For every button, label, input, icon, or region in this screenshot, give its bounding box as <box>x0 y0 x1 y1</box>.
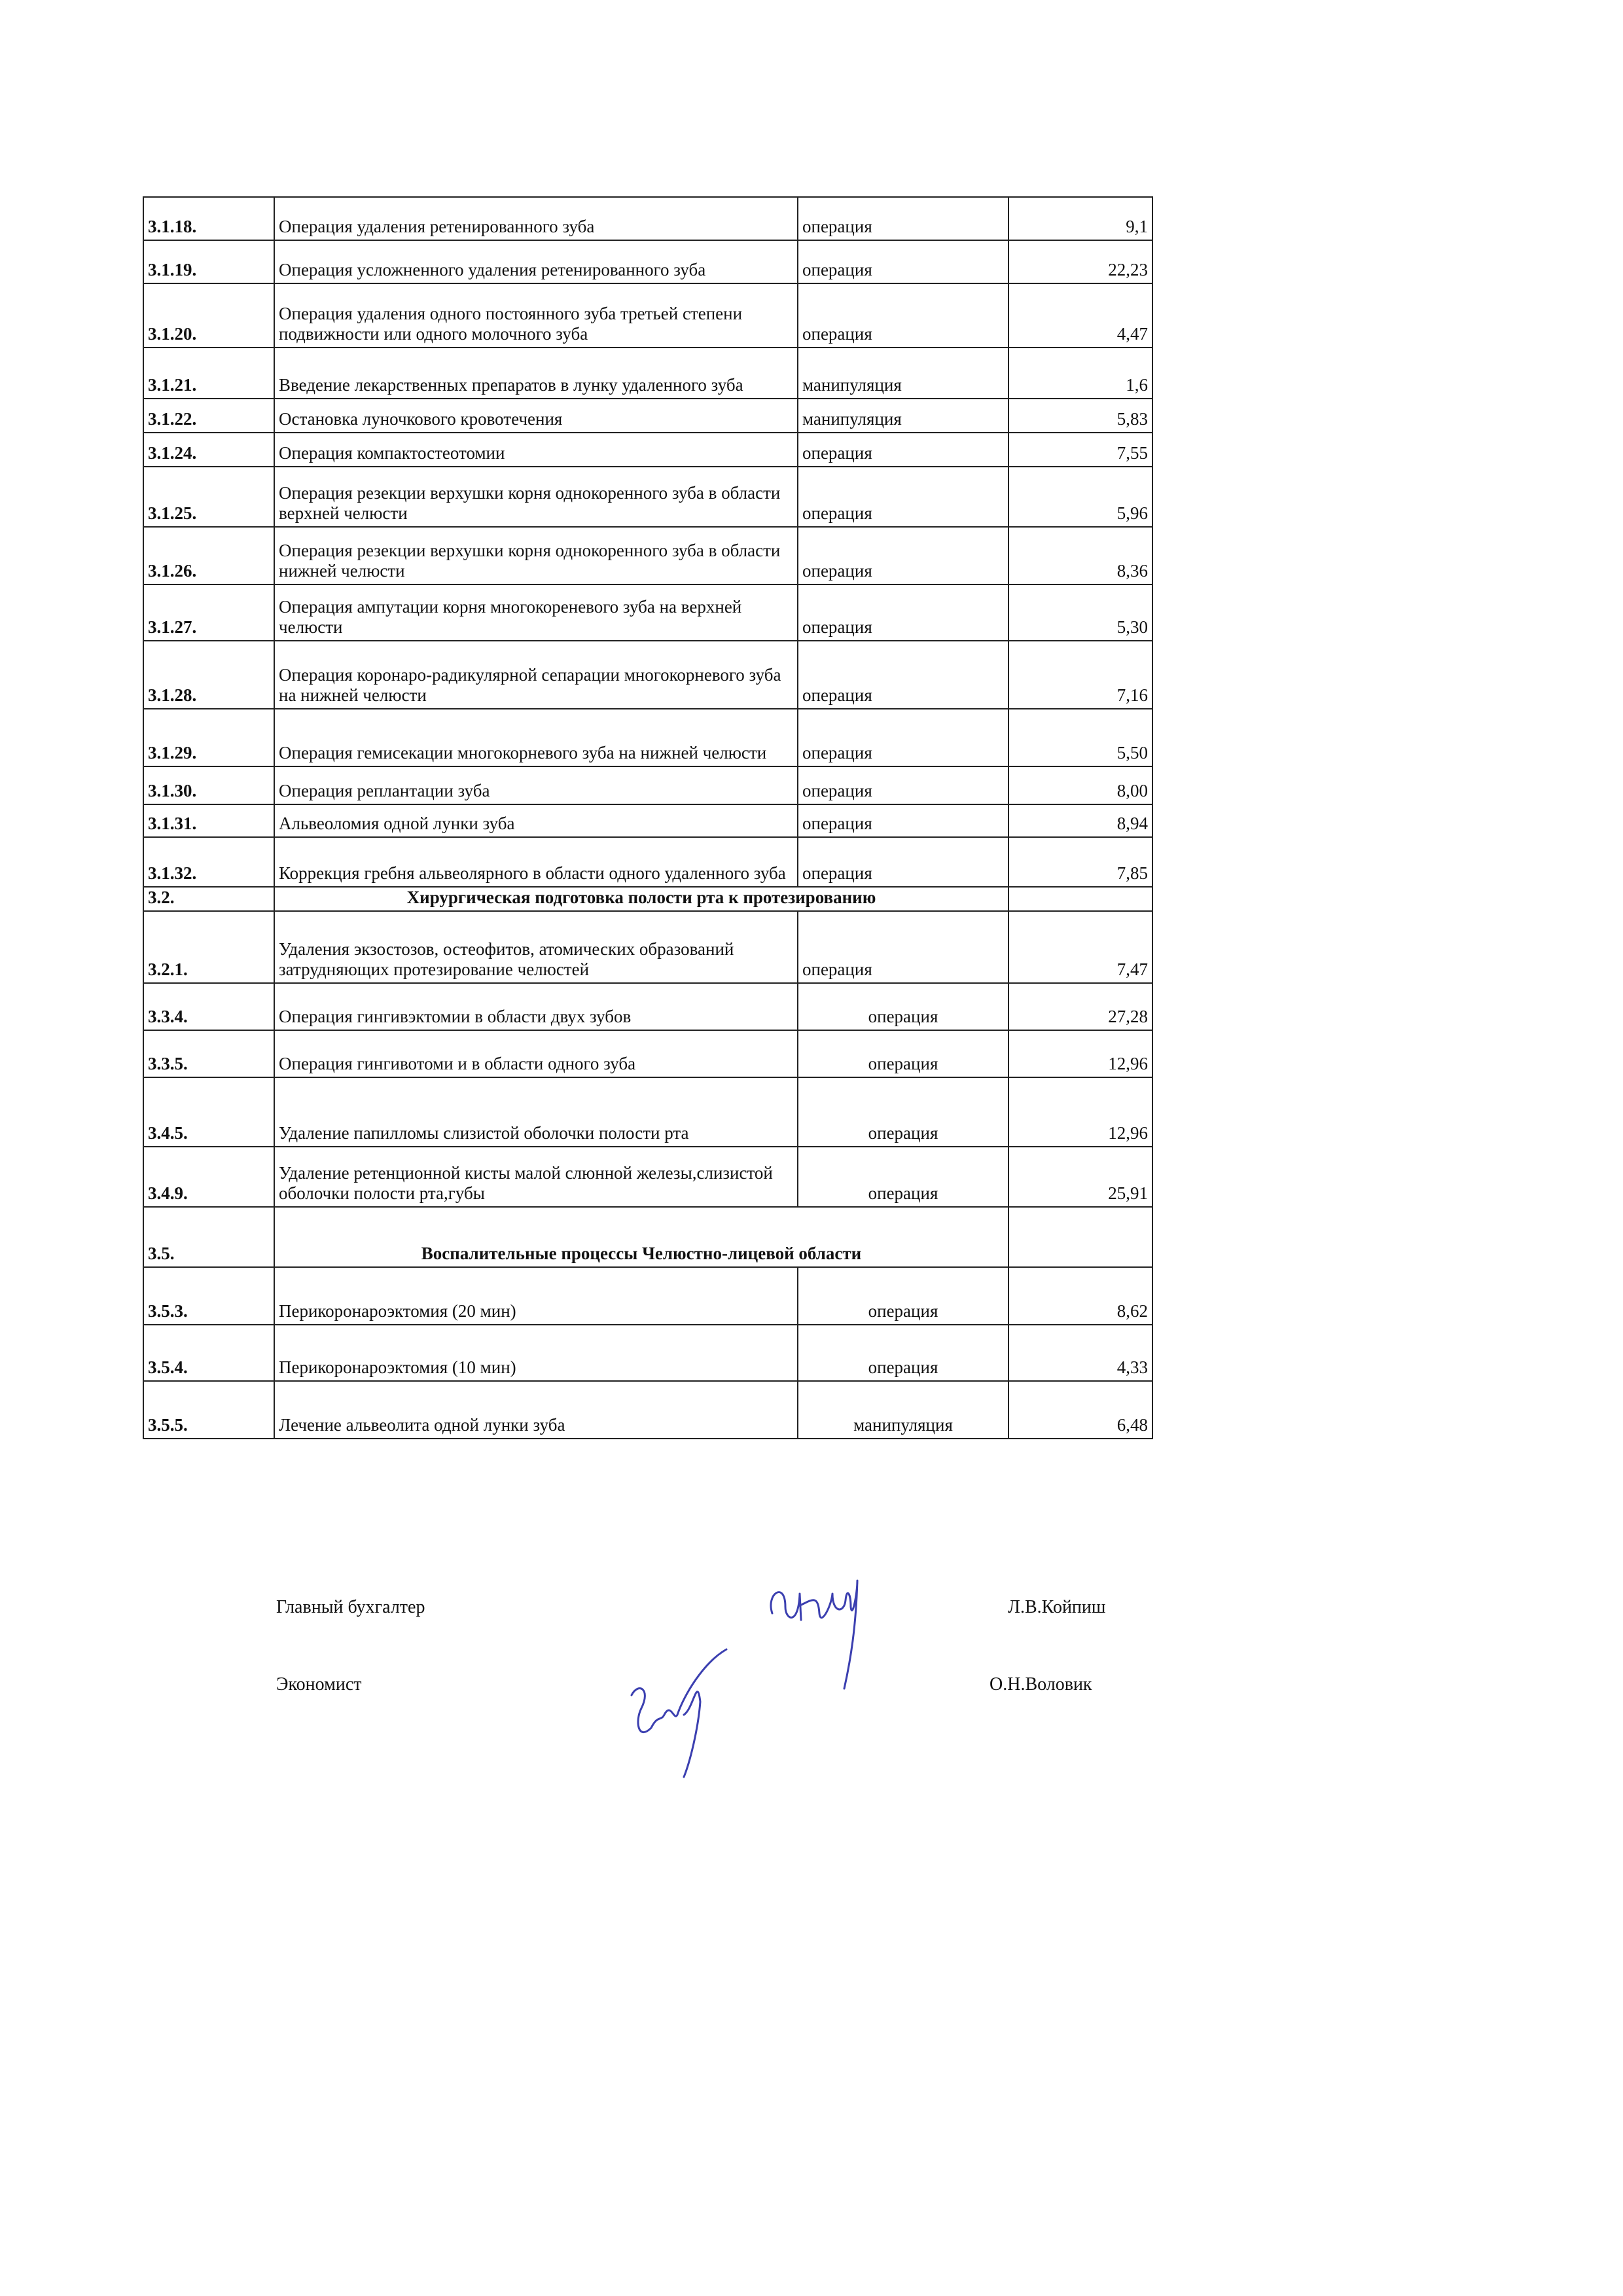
table-row <box>143 766 1152 804</box>
row-unit: операция <box>798 240 1008 283</box>
table-row <box>143 837 1152 887</box>
row-value: 9,1 <box>1008 197 1152 240</box>
row-value: 5,50 <box>1008 709 1152 766</box>
table-row <box>143 283 1152 348</box>
table-row <box>143 709 1152 766</box>
row-code: 3.2.1. <box>143 911 274 983</box>
row-unit: операция <box>798 433 1008 467</box>
row-code: 3.5. <box>143 1207 274 1267</box>
row-unit: операция <box>798 1267 1008 1325</box>
row-code: 3.1.30. <box>143 766 274 804</box>
row-name: Операция удаления одного постоянного зуба третьей степени подвижности или одного молочного зуба <box>274 283 798 348</box>
row-code: 3.5.4. <box>143 1325 274 1381</box>
row-code: 3.1.31. <box>143 804 274 837</box>
row-code: 3.1.19. <box>143 240 274 283</box>
row-value: 7,85 <box>1008 837 1152 887</box>
row-code: 3.2. <box>143 887 274 911</box>
row-unit: манипуляция <box>798 348 1008 399</box>
table-row <box>143 399 1152 433</box>
row-unit: операция <box>798 197 1008 240</box>
row-code: 3.1.22. <box>143 399 274 433</box>
row-name: Операция коронаро-радикулярной сепарации многокорневого зуба на нижней челюсти <box>274 641 798 709</box>
row-unit: операция <box>798 911 1008 983</box>
row-unit: операция <box>798 641 1008 709</box>
table-row <box>143 1030 1152 1077</box>
table-row <box>143 1077 1152 1147</box>
row-unit: манипуляция <box>798 399 1008 433</box>
row-code: 3.1.24. <box>143 433 274 467</box>
row-name: Операция гингивэктомии в области двух зубов <box>274 983 798 1030</box>
row-value: 12,96 <box>1008 1030 1152 1077</box>
price-table <box>143 196 1153 1439</box>
table-row <box>143 197 1152 240</box>
row-name: Операция ампутации корня многокореневого зуба на верхней челюсти <box>274 584 798 641</box>
row-code: 3.1.25. <box>143 467 274 527</box>
row-unit: операция <box>798 584 1008 641</box>
row-name: Остановка луночкового кровотечения <box>274 399 798 433</box>
table-row <box>143 467 1152 527</box>
row-value: 6,48 <box>1008 1381 1152 1439</box>
table-row <box>143 240 1152 283</box>
row-value: 5,30 <box>1008 584 1152 641</box>
row-value: 8,62 <box>1008 1267 1152 1325</box>
row-value: 7,16 <box>1008 641 1152 709</box>
row-unit: операция <box>798 837 1008 887</box>
row-name: Лечение альвеолита одной лунки зуба <box>274 1381 798 1439</box>
row-value: 1,6 <box>1008 348 1152 399</box>
section-row <box>143 887 1152 911</box>
row-unit: операция <box>798 527 1008 584</box>
price-table-body <box>143 197 1152 1439</box>
row-value: 4,47 <box>1008 283 1152 348</box>
section-title: Хирургическая подготовка полости рта к протезированию <box>274 887 1008 911</box>
chief-accountant-name: Л.В.Койпиш <box>1008 1597 1106 1617</box>
row-name: Операция компактостеотомии <box>274 433 798 467</box>
row-value-empty <box>1008 1207 1152 1267</box>
row-code: 3.5.5. <box>143 1381 274 1439</box>
row-value-empty <box>1008 887 1152 911</box>
table-row <box>143 641 1152 709</box>
row-unit: операция <box>798 1325 1008 1381</box>
section-title: Воспалительные процессы Челюстно-лицевой области <box>274 1207 1008 1267</box>
row-value: 12,96 <box>1008 1077 1152 1147</box>
chief-accountant-signature <box>759 1568 890 1698</box>
row-unit: операция <box>798 983 1008 1030</box>
row-unit: операция <box>798 1077 1008 1147</box>
row-unit: операция <box>798 766 1008 804</box>
row-value: 8,94 <box>1008 804 1152 837</box>
row-name: Удаление ретенционной кисты малой слюнной железы,слизистой оболочки полости рта,губы <box>274 1147 798 1207</box>
table-row <box>143 1147 1152 1207</box>
row-code: 3.3.5. <box>143 1030 274 1077</box>
row-name: Перикоронароэктомия (20 мин) <box>274 1267 798 1325</box>
row-unit: операция <box>798 1030 1008 1077</box>
row-name: Операция гингивотоми и в области одного зуба <box>274 1030 798 1077</box>
row-name: Альвеоломия одной лунки зуба <box>274 804 798 837</box>
row-value: 8,36 <box>1008 527 1152 584</box>
row-name: Операция усложненного удаления ретенированного зуба <box>274 240 798 283</box>
row-unit: операция <box>798 709 1008 766</box>
table-row <box>143 1381 1152 1439</box>
row-unit: операция <box>798 467 1008 527</box>
row-code: 3.4.5. <box>143 1077 274 1147</box>
row-name: Коррекция гребня альвеолярного в области одного удаленного зуба <box>274 837 798 887</box>
section-row <box>143 1207 1152 1267</box>
row-code: 3.1.28. <box>143 641 274 709</box>
row-name: Операция реплантации зуба <box>274 766 798 804</box>
row-code: 3.1.27. <box>143 584 274 641</box>
table-row <box>143 433 1152 467</box>
row-code: 3.1.21. <box>143 348 274 399</box>
row-value: 5,96 <box>1008 467 1152 527</box>
row-code: 3.1.20. <box>143 283 274 348</box>
row-unit: операция <box>798 804 1008 837</box>
row-code: 3.4.9. <box>143 1147 274 1207</box>
table-row <box>143 584 1152 641</box>
row-code: 3.1.26. <box>143 527 274 584</box>
row-unit: операция <box>798 1147 1008 1207</box>
row-code: 3.1.29. <box>143 709 274 766</box>
economist-name: О.Н.Воловик <box>990 1674 1092 1695</box>
row-name: Удаление папилломы слизистой оболочки полости рта <box>274 1077 798 1147</box>
row-value: 27,28 <box>1008 983 1152 1030</box>
economist-role: Экономист <box>276 1674 362 1695</box>
row-unit: манипуляция <box>798 1381 1008 1439</box>
row-name: Перикоронароэктомия (10 мин) <box>274 1325 798 1381</box>
row-name: Операция удаления ретенированного зуба <box>274 197 798 240</box>
row-name: Операция резекции верхушки корня однокоренного зуба в области нижней челюсти <box>274 527 798 584</box>
table-row <box>143 983 1152 1030</box>
row-value: 22,23 <box>1008 240 1152 283</box>
row-value: 7,47 <box>1008 911 1152 983</box>
row-value: 7,55 <box>1008 433 1152 467</box>
row-value: 8,00 <box>1008 766 1152 804</box>
row-name: Введение лекарственных препаратов в лунку удаленного зуба <box>274 348 798 399</box>
table-row <box>143 1267 1152 1325</box>
row-name: Операция гемисекации многокорневого зуба на нижней челюсти <box>274 709 798 766</box>
table-row <box>143 911 1152 983</box>
row-value: 4,33 <box>1008 1325 1152 1381</box>
table-row <box>143 1325 1152 1381</box>
row-name: Удаления экзостозов, остеофитов, атомических образований затрудняющих протезирование челюстей <box>274 911 798 983</box>
row-code: 3.3.4. <box>143 983 274 1030</box>
row-code: 3.5.3. <box>143 1267 274 1325</box>
table-row <box>143 527 1152 584</box>
row-value: 5,83 <box>1008 399 1152 433</box>
table-row <box>143 804 1152 837</box>
row-name: Операция резекции верхушки корня однокоренного зуба в области верхней челюсти <box>274 467 798 527</box>
row-value: 25,91 <box>1008 1147 1152 1207</box>
chief-accountant-role: Главный бухгалтер <box>276 1597 425 1617</box>
row-unit: операция <box>798 283 1008 348</box>
row-code: 3.1.32. <box>143 837 274 887</box>
economist-signature <box>612 1636 743 1787</box>
table-row <box>143 348 1152 399</box>
row-code: 3.1.18. <box>143 197 274 240</box>
